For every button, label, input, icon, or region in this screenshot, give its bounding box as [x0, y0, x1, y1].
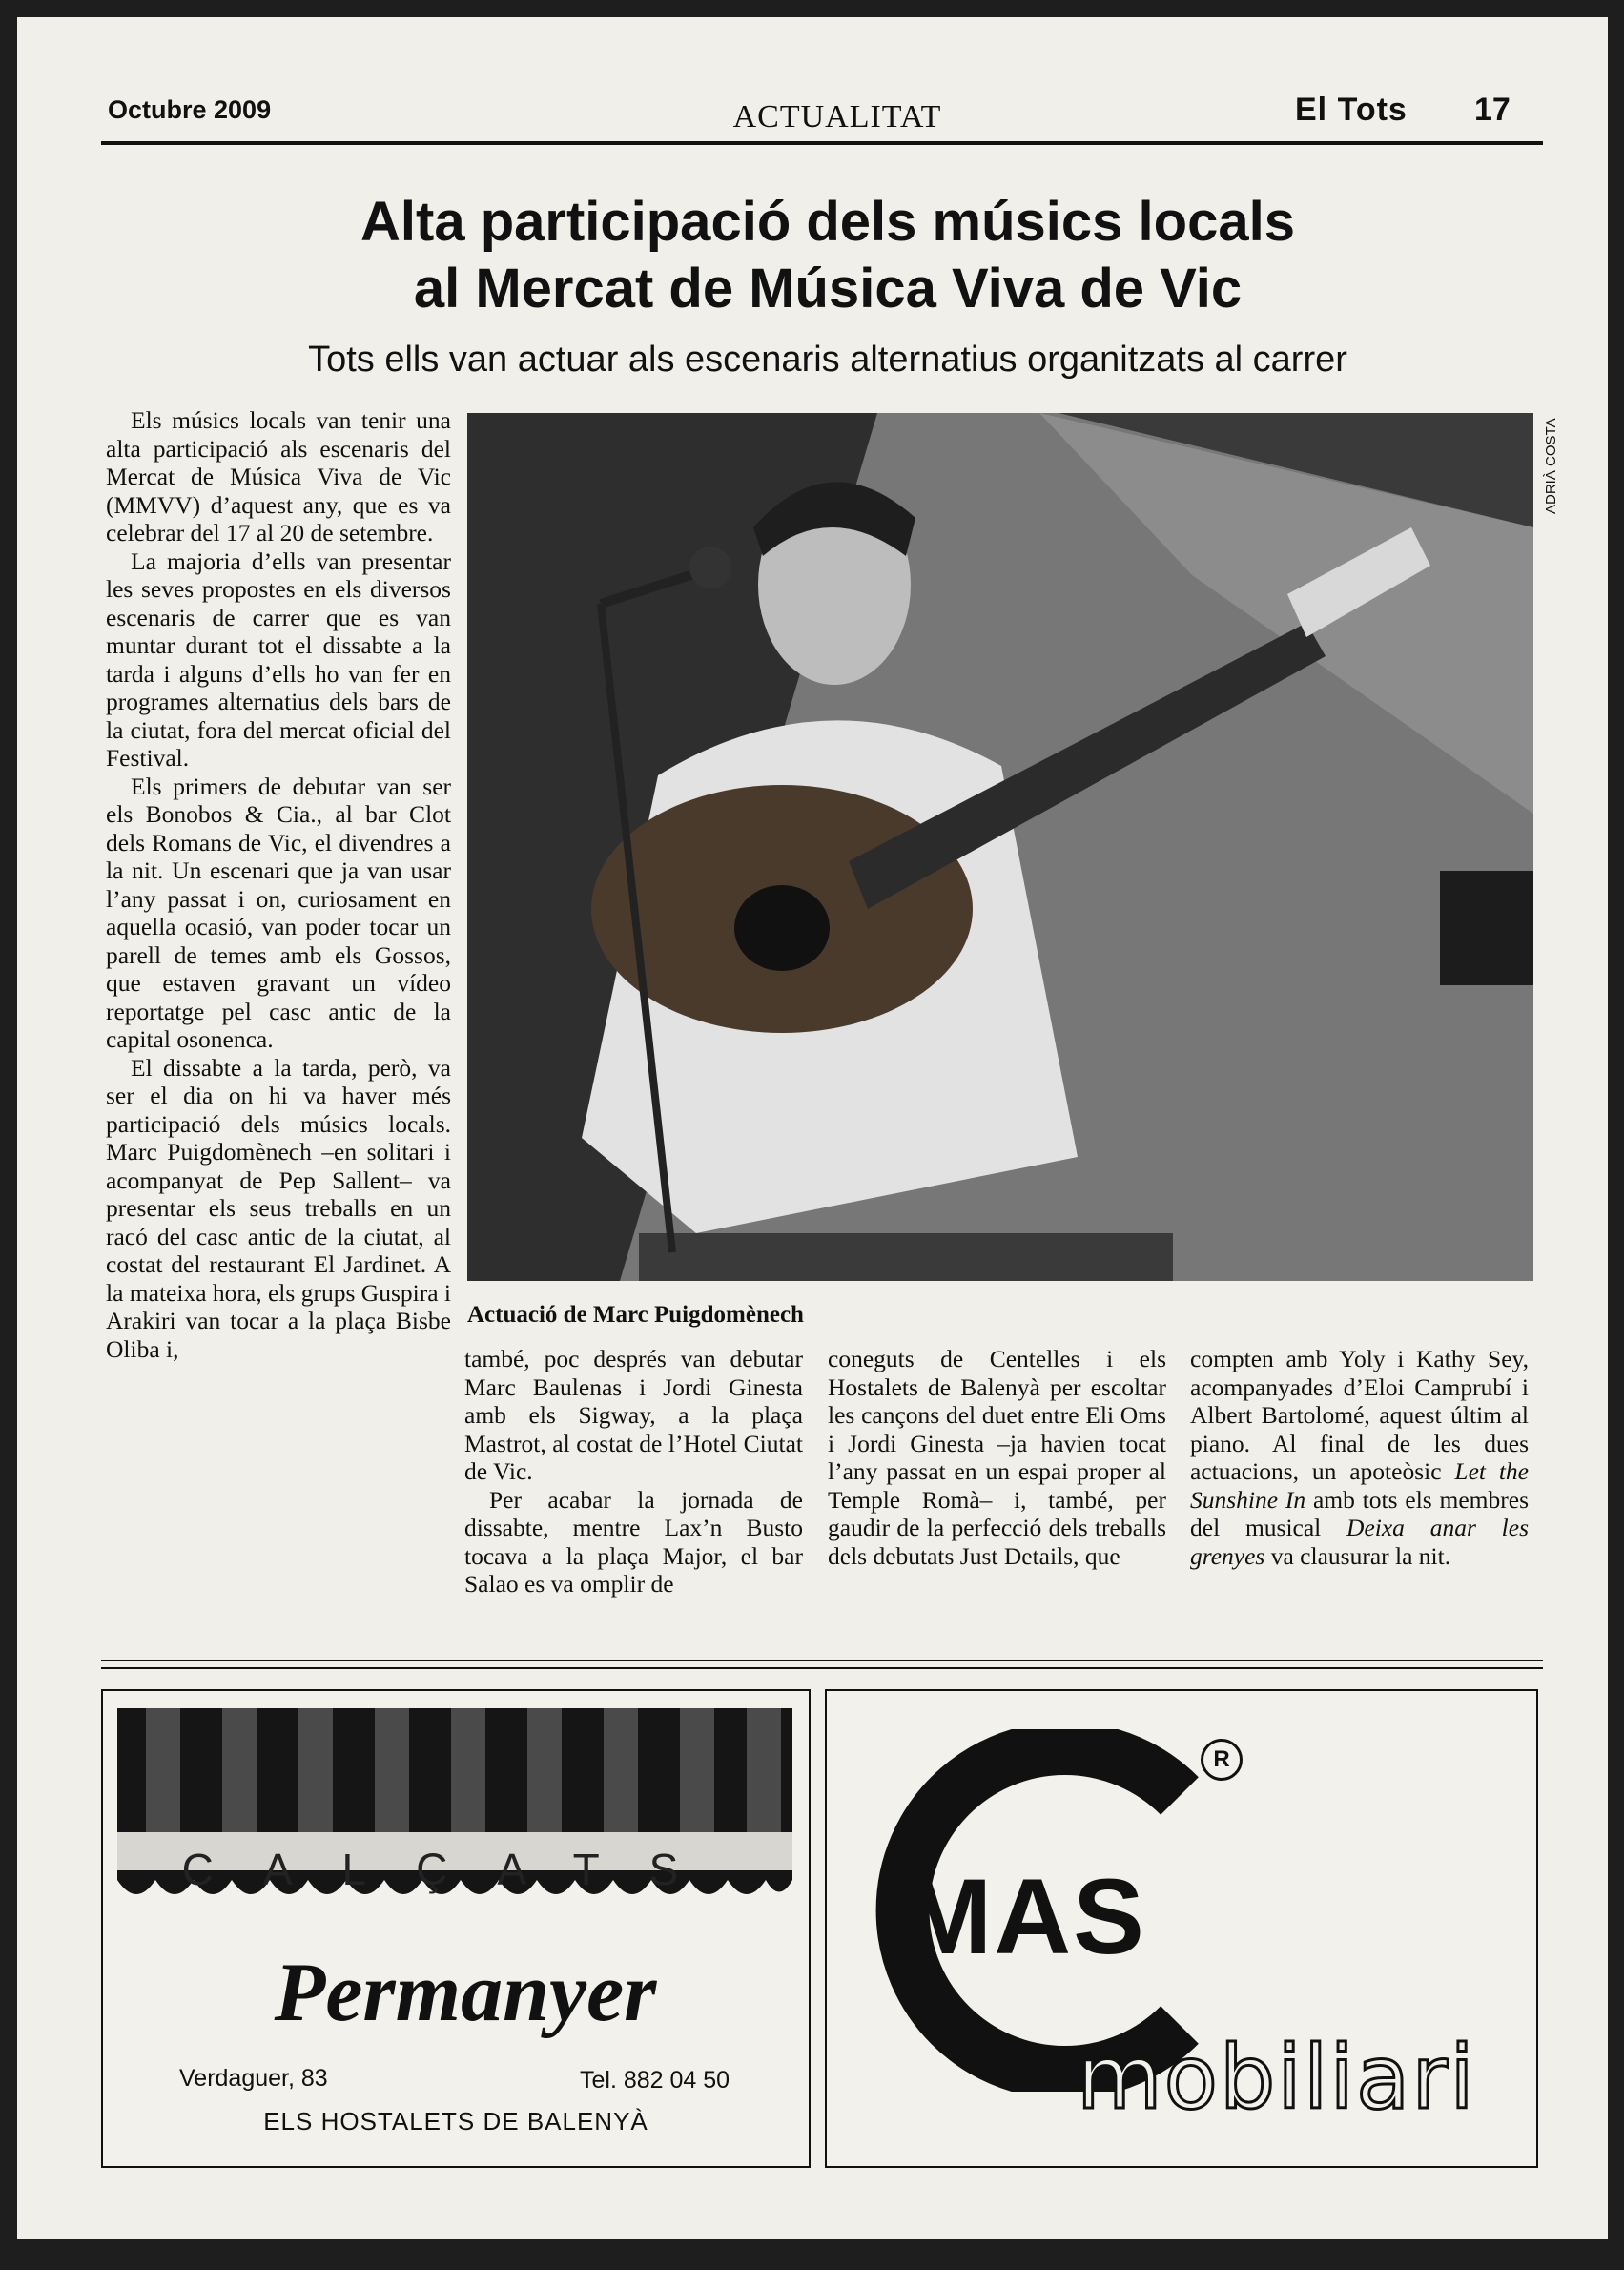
article-photo — [467, 413, 1533, 1281]
brand-tagline: mobiliari — [1077, 2027, 1476, 2129]
header-divider — [101, 141, 1543, 145]
paragraph: coneguts de Centelles i els Hostalets de Balenyà per escoltar les cançons del duet entre Eli Oms i Jordi Ginesta –ja havien tocat l’any passat en un espai proper al Temple Romà– i, també, per gaudir de la perfecció dels treballs dels debutats Just Details, que — [828, 1345, 1166, 1570]
photo-caption: Actuació de Marc Puigdomènech — [467, 1302, 804, 1328]
article-headline — [113, 189, 1543, 322]
page-number: 17 — [1474, 92, 1511, 128]
advertisement-calcats-permanyer — [101, 1689, 811, 2168]
paragraph: La majoria d’ells van presentar les seves propostes en els diversos escenaris de carrer que es van muntar durant tot el dissabte a la tarda i alguns d’ells ho van fer en programes alternatius dels bars de la ciutat, fora del mercat oficial del Festival. — [106, 547, 451, 772]
text-run: compten amb Yoly i Kathy Sey, acompanyades d’Eloi Camprubí i Albert Bartolomé, aquest últim al piano. Al final de les dues actuacions, un apoteòsic — [1190, 1345, 1529, 1485]
headline-line-2: al Mercat de Música Viva de Vic — [413, 258, 1243, 320]
newspaper-page — [17, 17, 1608, 2239]
brand-logo-text: MAS — [903, 1857, 1146, 1976]
issue-date: Octubre 2009 — [108, 95, 272, 124]
article-column-4 — [1190, 1345, 1529, 1570]
text-run: va clausurar la nit. — [1264, 1541, 1451, 1570]
paragraph: Els músics locals van tenir una alta participació als escenaris del Mercat de Música Viva de Vic (MMVV) d’aquest any, que es va celebrar del 17 al 20 de setembre. — [106, 406, 451, 547]
photo-credit: ADRIÀ COSTA — [1543, 418, 1559, 514]
shop-phone: Tel. 882 04 50 — [580, 2067, 730, 2094]
song-title: Let the Sunshine In — [1190, 1457, 1529, 1514]
awning-label: CALÇATS — [181, 1845, 729, 1894]
paragraph: El dissabte a la tarda, però, va ser el dia on hi va haver més participació dels músics locals. Marc Puigdomènech –en solitari i acompanyat de Pep Sallent– va presentar els seus treballs en un racó del casc antic de la ciutat, al costat del restaurant El Jardinet. A la mateixa hora, els grups Guspira i Arakiri van tocar a la plaça Bisbe Oliba i, — [106, 1053, 451, 1363]
paragraph: també, poc després van debutar Marc Baulenas i Jordi Ginesta amb els Sigway, a la plaça Mastrot, al costat de l’Hotel Ciutat de Vic. — [464, 1345, 803, 1485]
paragraph — [1190, 1345, 1529, 1570]
musical-title: Deixa anar les grenyes — [1190, 1514, 1530, 1570]
shop-address: Verdaguer, 83 — [179, 2065, 328, 2092]
paragraph: Per acabar la jornada de dissabte, mentre Lax’n Busto tocava a la plaça Major, el bar Salao es va omplir de — [464, 1485, 803, 1598]
headline-line-1: Alta participació dels músics locals — [360, 191, 1295, 253]
shop-town: ELS HOSTALETS DE BALENYÀ — [263, 2107, 648, 2136]
text-run: amb tots els membres del musical — [1190, 1485, 1529, 1541]
paragraph: Els primers de debutar van ser els Bonobos & Cia., al bar Clot dels Romans de Vic, el divendres a la nit. Un escenari que ja van usar l’any passat i on, curiosament en aquella ocasió, van poder tocar un parell de temes amb els Gossos, que estaven gravant un vídeo reportatge pel casc antic de la capital osonenca. — [106, 772, 451, 1053]
article-subtitle: Tots ells van actuar als escenaris alternatius organitzats al carrer — [308, 340, 1347, 380]
brand-name: Permanyer — [274, 1947, 657, 2039]
article-column-1 — [106, 406, 451, 1363]
article-column-3 — [828, 1345, 1166, 1570]
ads-divider — [101, 1660, 1543, 1669]
article-column-2 — [464, 1345, 803, 1599]
section-title: ACTUALITAT — [732, 99, 942, 134]
registered-mark: R — [1201, 1739, 1243, 1781]
advertisement-mas-mobiliari — [825, 1689, 1538, 2168]
publication-name: El Tots — [1295, 92, 1408, 128]
